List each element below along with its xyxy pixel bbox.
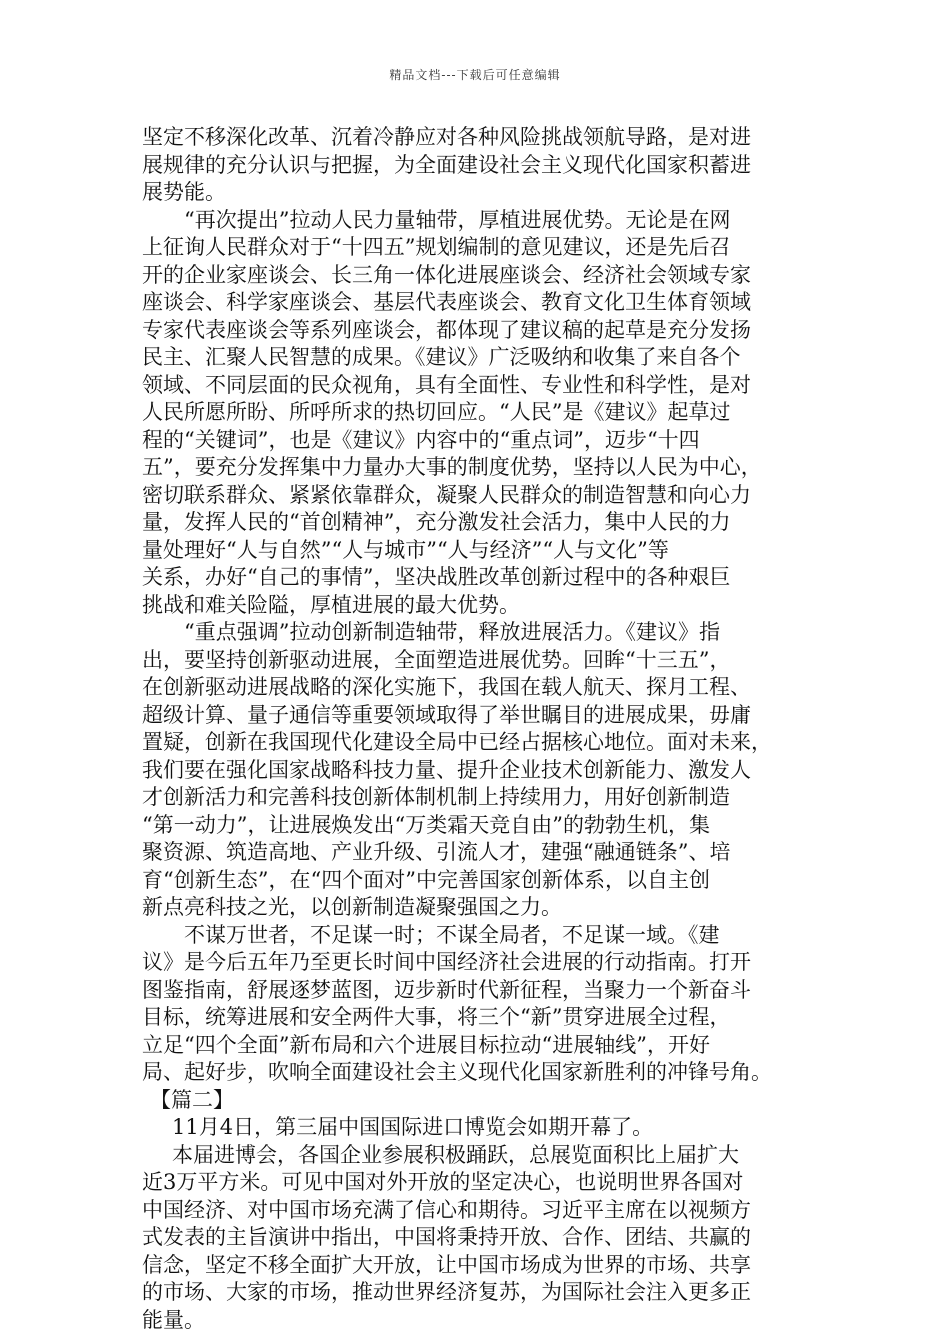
text-line: 我们要在强化国家战略科技力量、提升企业技术创新能力、激发人 — [142, 757, 751, 782]
text-line: “第一动力”，让进展焕发出“万类霜天竞自由”的勃勃生机，集 — [142, 812, 710, 837]
text-line: 量处理好“人与自然”“人与城市”“人与经济”“人与文化”等 — [142, 537, 669, 562]
text-line: 式发表的主旨演讲中指出，中国将秉持开放、合作、团结、共赢的 — [142, 1225, 751, 1249]
text-line: 人民所愿所盼、所呼所求的热切回应。“人民”是《建议》起草过 — [142, 400, 731, 424]
text-line: 置疑，创新在我国现代化建设全局中已经占据核心地位。面对未来， — [142, 730, 772, 754]
text-line: 程的“关键词”，也是《建议》内容中的“重点词”，迈步“十四 — [142, 427, 700, 452]
text-line: 议》是今后五年乃至更长时间中国经济社会进展的行动指南。打开 — [142, 950, 751, 974]
text-line: 中国经济、对中国市场充满了信心和期待。习近平主席在以视频方 — [142, 1197, 751, 1222]
text-line: 展势能。 — [142, 180, 226, 204]
text-line: 局、起好步，吹响全面建设社会主义现代化国家新胜利的冲锋号角。 — [142, 1060, 772, 1084]
text-line: 立足“四个全面”新布局和六个进展目标拉动“进展轴线”，开好 — [142, 1032, 710, 1057]
text-line: 新点亮科技之光，以创新制造凝聚强国之力。 — [142, 895, 562, 919]
paragraph-first-line: 不谋万世者，不足谋一时；不谋全局者，不足谋一域。《建 — [184, 922, 720, 947]
text-line: 能量。 — [142, 1307, 205, 1332]
paragraph-first-line: 本届进博会，各国企业参展积极踊跃，总展览面积比上届扩大 — [172, 1142, 739, 1167]
paragraph-first-line: 11月4日，第三届中国国际进口博览会如期开幕了。 — [172, 1115, 654, 1139]
text-line: 图鉴指南，舒展逐梦蓝图，迈步新时代新征程，当聚力一个新奋斗 — [142, 977, 751, 1002]
text-line: 坚定不移深化改革、沉着冷静应对各种风险挑战领航导路，是对进 — [142, 125, 751, 149]
text-line: 挑战和难关险隘，厚植进展的最大优势。 — [142, 592, 520, 617]
text-line: 目标，统筹进展和安全两件大事，将三个“新”贯穿进展全过程， — [142, 1005, 731, 1029]
text-line: 超级计算、量子通信等重要领域取得了举世瞩目的进展成果，毋庸 — [142, 702, 751, 727]
text-line: 出，要坚持创新驱动进展，全面塑造进展优势。回眸“十三五”， — [142, 647, 731, 672]
paragraph-first-line: “再次提出”拉动人民力量轴带，厚植进展优势。无论是在网 — [184, 207, 731, 232]
text-line: 才创新活力和完善科技创新体制机制上持续用力，用好创新制造 — [142, 785, 730, 809]
paragraph-first-line: “重点强调”拉动创新制造轴带，释放进展活力。《建议》指 — [184, 620, 720, 644]
document-body — [142, 124, 822, 1334]
text-line: 座谈会、科学家座谈会、基层代表座谈会、教育文化卫生体育领域 — [142, 290, 751, 314]
text-line: 专家代表座谈会等系列座谈会，都体现了建议稿的起草是充分发扬 — [142, 317, 751, 342]
section-heading: 【篇二】 — [150, 1087, 234, 1112]
text-line: 量，发挥人民的“首创精神”，充分激发社会活力，集中人民的力 — [142, 510, 731, 534]
text-line: 近3万平方米。可见中国对外开放的坚定决心，也说明世界各国对 — [142, 1170, 744, 1194]
text-line: 领域、不同层面的民众视角，具有全面性、专业性和科学性，是对 — [142, 372, 751, 397]
text-line: 关系，办好“自己的事情”，坚决战胜改革创新过程中的各种艰巨 — [142, 565, 731, 589]
text-line: 展规律的充分认识与把握，为全面建设社会主义现代化国家积蓄进 — [142, 152, 751, 177]
text-line: 民主、汇聚人民智慧的成果。《建议》广泛吸纳和收集了来自各个 — [142, 345, 741, 369]
text-line: 育“创新生态”，在“四个面对”中完善国家创新体系，以自主创 — [142, 867, 710, 892]
text-line: 信念，坚定不移全面扩大开放，让中国市场成为世界的市场、共享 — [142, 1252, 751, 1277]
text-line: 开的企业家座谈会、长三角一体化进展座谈会、经济社会领域专家 — [142, 262, 751, 287]
text-line: 密切联系群众、紧紧依靠群众，凝聚人民群众的制造智慧和向心力 — [142, 482, 751, 507]
text-line: 的市场、大家的市场，推动世界经济复苏，为国际社会注入更多正 — [142, 1280, 751, 1304]
text-line: 五”，要充分发挥集中力量办大事的制度优势，坚持以人民为中心， — [142, 455, 762, 479]
text-line: 在创新驱动进展战略的深化实施下，我国在载人航天、探月工程、 — [142, 675, 751, 699]
text-line: 上征询人民群众对于“十四五”规划编制的意见建议，还是先后召 — [142, 235, 731, 259]
page-header: 精品文档---下载后可任意编辑 — [389, 68, 561, 82]
text-line: 聚资源、筑造高地、产业升级、引流人才，建强“融通链条”、培 — [142, 840, 731, 864]
